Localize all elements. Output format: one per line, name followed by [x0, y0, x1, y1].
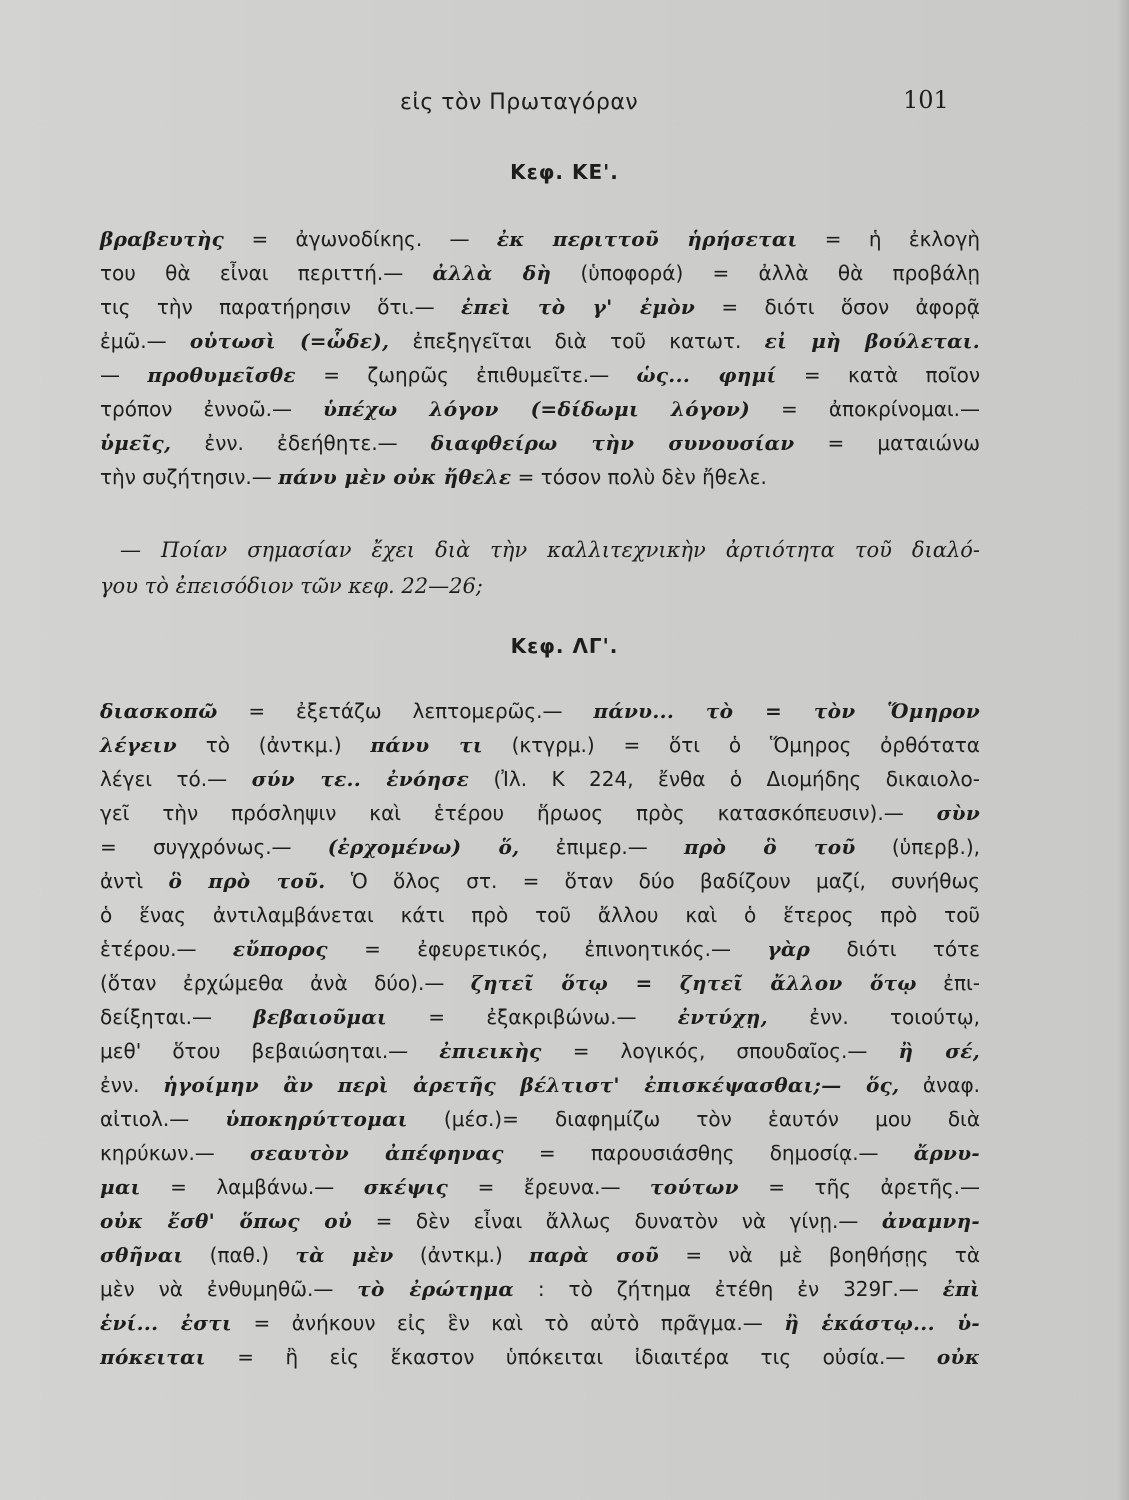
- text-line: [100, 898, 980, 932]
- lemma-term: ἀλλὰ δὴ: [432, 261, 552, 285]
- lemma-term: μαι: [100, 1175, 141, 1199]
- text-line: [100, 728, 980, 762]
- gloss-text: ἐνν. τοιούτῳ,: [767, 1005, 980, 1029]
- lemma-term: γὰρ: [767, 937, 811, 961]
- lemma-term: ἢ σέ,: [898, 1039, 980, 1063]
- gloss-text: ἐνν. ἐδεήθητε.—: [171, 431, 431, 455]
- lemma-term: ἢ ἑκάστῳ... ὑ-: [784, 1311, 980, 1335]
- gloss-text: ἐμῶ.—: [100, 329, 190, 353]
- lemma-term: τὸ ἐρώτημα: [357, 1277, 515, 1301]
- lemma-term: πάνυ τι: [370, 733, 483, 757]
- gloss-text: αἰτιολ.—: [100, 1107, 226, 1131]
- gloss-text: ἑτέρου.—: [100, 937, 233, 961]
- gloss-text: (Ἰλ. Κ 224, ἔνθα ὁ Διομήδης δικαιολο-: [469, 767, 980, 791]
- gloss-text: δείξηται.—: [100, 1005, 254, 1029]
- text-line: [100, 1204, 980, 1238]
- text-line: [100, 324, 980, 358]
- gloss-text: = ματαιώνω: [794, 431, 980, 455]
- page-edge-shadow: [1117, 0, 1129, 1500]
- text-line: [100, 694, 980, 728]
- lemma-term: (ἐρχομένω) ὅ,: [327, 835, 520, 859]
- lemma-term: οὐκ ἔσθ' ὅπως οὐ: [100, 1209, 353, 1233]
- lemma-term: προθυμεῖσθε: [147, 363, 296, 387]
- text-line: [100, 1238, 980, 1272]
- chapter-heading-ke: Κεφ. ΚΕ'.: [510, 160, 619, 184]
- lemma-term: βραβευτὴς: [100, 227, 225, 251]
- gloss-text: τις τὴν παρατήρησιν ὅτι.—: [100, 295, 461, 319]
- gloss-text: ἐνν.: [100, 1073, 164, 1097]
- study-question: [100, 532, 980, 604]
- gloss-text: = κατὰ ποῖον: [776, 363, 980, 387]
- lemma-term: οὐκ: [936, 1345, 980, 1369]
- gloss-text: μεθ' ὅτου βεβαιώσηται.—: [100, 1039, 440, 1063]
- gloss-text: = παρουσιάσθης δημοσίᾳ.—: [503, 1141, 914, 1165]
- lemma-term: τούτων: [649, 1175, 739, 1199]
- gloss-text: διότι τότε: [810, 937, 980, 961]
- gloss-text: μὲν νὰ ἐνθυμηθῶ.—: [100, 1277, 358, 1301]
- gloss-text: = λογικός, σπουδαῖος.—: [541, 1039, 899, 1063]
- lemma-term: πάνυ... τὸ = τὸν Ὅμηρον: [593, 699, 980, 723]
- text-line: [100, 256, 980, 290]
- lemma-term: ἐπὶ: [942, 1277, 980, 1301]
- lemma-term: πρὸ ὃ τοῦ: [683, 835, 856, 859]
- lemma-term: βεβαιοῦμαι: [253, 1005, 387, 1029]
- text-line: [100, 1000, 980, 1034]
- text-line: [100, 358, 980, 392]
- lemma-term: σὺν: [936, 801, 980, 825]
- gloss-text: (ὅταν ἐρχώμεθα ἀνὰ δύο).—: [100, 971, 471, 995]
- gloss-text: = συγχρόνως.—: [100, 835, 328, 859]
- lemma-term: ὡς... φημί: [636, 363, 777, 387]
- page-number: 101: [903, 86, 949, 114]
- gloss-text: = ἀνήκουν εἰς ἓν καὶ τὸ αὐτὸ πρᾶγμα.—: [232, 1311, 785, 1335]
- text-line: [100, 1272, 980, 1306]
- lemma-term: ἑνί... ἐστι: [100, 1311, 233, 1335]
- text-line: [100, 966, 980, 1000]
- lemma-term: εἰ μὴ βούλεται.: [764, 329, 980, 353]
- gloss-text: = τῆς ἀρετῆς.—: [738, 1175, 980, 1199]
- text-line: [100, 932, 980, 966]
- gloss-text: = διότι ὅσον ἀφορᾷ: [695, 295, 980, 319]
- lemma-term: σύν τε.. ἐνόησε: [251, 767, 470, 791]
- gloss-text: Ὁ ὅλος στ. = ὅταν δύο βαδίζουν μαζί, συνήθως: [325, 869, 980, 893]
- gloss-text: = ἢ εἰς ἕκαστον ὑπόκειται ἰδιαιτέρα τις οὐσία.—: [205, 1345, 937, 1369]
- text-line: [100, 1170, 980, 1204]
- gloss-text: λέγει τό.—: [100, 767, 252, 791]
- gloss-text: = νὰ μὲ βοηθήσῃς τὰ: [659, 1243, 981, 1267]
- text-line: [100, 1340, 980, 1374]
- gloss-text: = ἡ ἐκλογὴ: [797, 227, 981, 251]
- running-title: εἰς τὸν Πρωταγόραν: [400, 90, 639, 115]
- gloss-text: = ἐφευρετικός, ἐπινοητικός.—: [327, 937, 768, 961]
- gloss-text: = ἐξετάζω λεπτομερῶς.—: [217, 699, 594, 723]
- gloss-text: κηρύκων.—: [100, 1141, 250, 1165]
- lemma-term: εὔπορος: [232, 937, 328, 961]
- lemma-term: διασκοπῶ: [100, 699, 218, 723]
- gloss-text: ὁ ἕνας ἀντιλαμβάνεται κάτι πρὸ τοῦ ἄλλου καὶ ὁ ἕτερος πρὸ τοῦ: [100, 903, 980, 927]
- gloss-text: (μέσ.)= διαφημίζω τὸν ἑαυτόν μου διὰ: [407, 1107, 980, 1131]
- lemma-term: ἡγοίμην ἂν περὶ ἀρετῆς βέλτιστ' ἐπισκέψασθαι;— ὅς,: [163, 1073, 900, 1097]
- text-line: [100, 222, 980, 256]
- lemma-term: τὰ μὲν: [295, 1243, 394, 1267]
- glossary-section-ke: [100, 222, 980, 494]
- gloss-text: —: [100, 363, 148, 387]
- gloss-text: = ἀποκρίνομαι.—: [749, 397, 981, 421]
- gloss-text: (ὑποφορά) = ἀλλὰ θὰ προβάλῃ: [551, 261, 980, 285]
- text-line: [100, 1306, 980, 1340]
- gloss-text: ἀναφ.: [899, 1073, 980, 1097]
- glossary-section-lg: [100, 694, 980, 1374]
- gloss-text: = τόσον πολὺ δὲν ἤθελε.: [511, 465, 767, 489]
- lemma-term: διαφθείρω τὴν συνουσίαν: [430, 431, 795, 455]
- lemma-term: σκέψις: [363, 1175, 449, 1199]
- gloss-text: = ἀγωνοδίκης. —: [224, 227, 497, 251]
- lemma-term: ἄρνυ-: [913, 1141, 980, 1165]
- lemma-term: ὃ πρὸ τοῦ.: [168, 869, 326, 893]
- lemma-term: πόκειται: [100, 1345, 206, 1369]
- gloss-text: τὸ (ἀντκμ.): [176, 733, 371, 757]
- gloss-text: ἀντὶ: [100, 869, 169, 893]
- lemma-term: ὑπέχω λόγον (=δίδωμι λόγον): [323, 397, 750, 421]
- lemma-term: ἐπιεικὴς: [439, 1039, 542, 1063]
- gloss-text: = ἔρευνα.—: [448, 1175, 650, 1199]
- lemma-term: λέγειν: [100, 733, 177, 757]
- question-line: γου τὸ ἐπεισόδιον τῶν κεφ. 22—26;: [100, 574, 483, 598]
- gloss-text: του θὰ εἶναι περιττή.—: [100, 261, 433, 285]
- lemma-term: ὑμεῖς,: [100, 431, 172, 455]
- lemma-term: οὑτωσὶ (=ὧδε),: [189, 329, 390, 353]
- text-line: [100, 460, 980, 494]
- gloss-text: (παθ.): [183, 1243, 296, 1267]
- text-line: [100, 796, 980, 830]
- gloss-text: = δὲν εἶναι ἄλλως δυνατὸν νὰ γίνῃ.—: [352, 1209, 882, 1233]
- lemma-term: ἀναμνη-: [881, 1209, 981, 1233]
- gloss-text: = λαμβάνω.—: [140, 1175, 364, 1199]
- gloss-text: (ἀντκμ.): [393, 1243, 530, 1267]
- gloss-text: γεῖ τὴν πρόσληψιν καὶ ἑτέρου ἥρωος πρὸς κατασκόπευσιν).—: [100, 801, 937, 825]
- text-line: [100, 392, 980, 426]
- text-line: [100, 426, 980, 460]
- gloss-text: (ὑπερβ.),: [855, 835, 981, 859]
- lemma-term: ὑποκηρύττομαι: [225, 1107, 408, 1131]
- gloss-text: = ζωηρῶς ἐπιθυμεῖτε.—: [295, 363, 637, 387]
- text-line: [100, 864, 980, 898]
- text-line: [100, 762, 980, 796]
- lemma-term: ἐκ περιττοῦ ἡρήσεται: [496, 227, 798, 251]
- gloss-text: ἐπεξηγεῖται διὰ τοῦ κατωτ.: [389, 329, 765, 353]
- question-line: — Ποίαν σημασίαν ἔχει διὰ τὴν καλλιτεχνικὴν ἀρτιότητα τοῦ διαλό-: [120, 538, 980, 562]
- lemma-term: παρὰ σοῦ: [529, 1243, 660, 1267]
- lemma-term: ἐντύχῃ,: [677, 1005, 768, 1029]
- gloss-text: (κτγρμ.) = ὅτι ὁ Ὅμηρος ὀρθότατα: [482, 733, 980, 757]
- gloss-text: τρόπον ἐννοῶ.—: [100, 397, 324, 421]
- lemma-term: σθῆναι: [100, 1243, 184, 1267]
- text-line: [100, 1136, 980, 1170]
- gloss-text: = ἐξακριβώνω.—: [387, 1005, 678, 1029]
- text-line: [100, 830, 980, 864]
- lemma-term: πάνυ μὲν οὐκ ἤθελε: [278, 465, 512, 489]
- gloss-text: : τὸ ζήτημα ἐτέθη ἐν 329Γ.—: [514, 1277, 943, 1301]
- text-line: [100, 1068, 980, 1102]
- gloss-text: ἐπιμερ.—: [519, 835, 684, 859]
- lemma-term: ζητεῖ ὅτῳ = ζητεῖ ἄλλον ὅτῳ: [470, 971, 917, 995]
- gloss-text: τὴν συζήτησιν.—: [100, 465, 279, 489]
- text-line: [100, 1102, 980, 1136]
- chapter-heading-lg: Κεφ. ΛΓ'.: [510, 634, 619, 658]
- text-line: [100, 1034, 980, 1068]
- lemma-term: ἐπεὶ τὸ γ' ἐμὸν: [460, 295, 696, 319]
- text-line: [100, 290, 980, 324]
- lemma-term: σεαυτὸν ἀπέφηνας: [249, 1141, 504, 1165]
- gloss-text: ἐπι-: [916, 971, 980, 995]
